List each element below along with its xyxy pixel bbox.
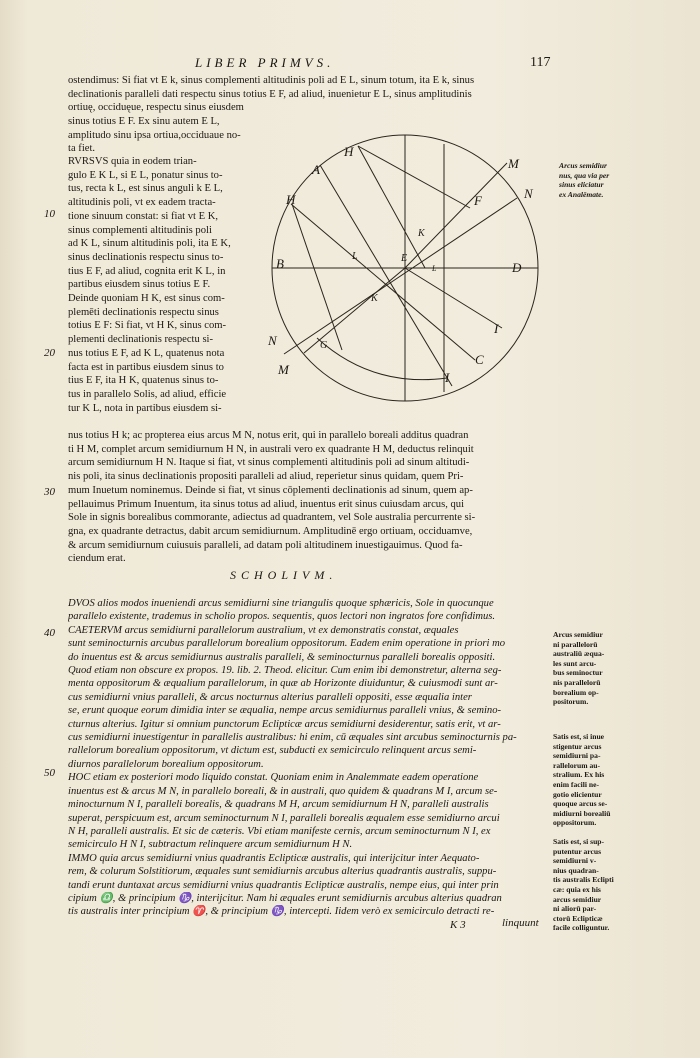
label-L: L <box>352 251 358 262</box>
note-line: cæ: quia ex his <box>553 884 601 894</box>
text-block-main <box>68 429 552 566</box>
note-line: nus, qua via per <box>559 170 610 180</box>
text-line: cus semidiurni inuestigentur in parallelis australibus: hi enim, cū æquales sint arcubus seminocturnis pa- <box>68 732 517 744</box>
text-block-top <box>68 74 548 115</box>
label-M-low: M <box>278 362 289 377</box>
label-M-top: M <box>508 156 519 171</box>
catchword: linquunt <box>502 917 539 929</box>
line-A-I <box>320 165 452 386</box>
note-line: Satis est, si sup- <box>553 837 605 846</box>
text-line: do inuentus est & arcus semidiurnus australis paralleli, & seminocturnus paralleli borealis oppositi. <box>68 651 496 663</box>
text-line: nus totius E F, ad K L, quatenus nota <box>68 347 225 359</box>
text-line: ciendum erat. <box>68 553 126 565</box>
text-line: cturnus alterius. Igitur si omnium punctorum Eclipticæ arcus semidiurni desiderentur, satis erit, vt ar- <box>68 718 501 730</box>
margin-note-top <box>559 161 609 199</box>
text-line: sinus totius E F. Ex sinu autem E L, <box>68 116 220 127</box>
text-line: gna, ex quadrante detractus, dabit arcum semidiurnum. Amplitudinē ergo ortiuam, occiduamve, <box>68 525 473 537</box>
label-A: A <box>312 162 320 177</box>
note-line: ni parallelorū <box>553 639 598 649</box>
text-line: tius E F, ad aliud, cognita erit K L, in <box>68 265 226 277</box>
note-line: borealium op- <box>553 687 599 697</box>
note-line: quoque arcus se- <box>553 799 608 809</box>
line-parallel <box>284 198 517 354</box>
text-line: tis australis inter principium ♈, & principium ♑, intercepti. Iidem verò ex semicirculo detracti re- <box>68 906 495 918</box>
text-column-left-b <box>68 155 258 415</box>
text-line: DVOS alios modos inueniendi arcus semidiurni sine triangulis quoque sphæricis, Sole in quocunque <box>68 598 494 609</box>
note-line: gotio elicientur <box>553 789 602 799</box>
text-line: semicirculo H N I, subtractum relinquere arcum semidiurnum H N. <box>68 839 353 851</box>
line-number-10: 10 <box>44 208 55 220</box>
text-line: cipium ♎, & principium ♑, interijcitur. Nam hi æquales erunt semidiurnis arcubus alterius quadran <box>68 892 502 904</box>
note-line: ex Analēmate. <box>559 189 604 199</box>
text-line: inuentus est & arcus M N, in parallelo boreali, & in australi, quo quidem & quadrans M I, arcum se- <box>68 785 498 797</box>
text-line: amplitudo sinu ipsa ortiua,occiduaue no- <box>68 129 241 141</box>
note-line: les sunt arcu- <box>553 658 597 668</box>
text-line: nis poli, ita sinus declinationis propositi paralleli ad aliud, reperietur sinus quidam, quem Pri- <box>68 471 464 483</box>
label-B: B <box>276 256 284 271</box>
text-line: ta fiet. <box>68 143 96 155</box>
text-line: pellauimus Primum Inuentum, ita sinus totus ad aliud, inuentus erit sinus cuiusdam arcus, qui <box>68 498 465 510</box>
text-line: IMMO quia arcus semidiurni vnius quadrantis Eclipticæ australis, qui interijcitur inter Aequato- <box>68 852 480 864</box>
note-line: ni aliorū par- <box>553 904 597 914</box>
text-line: Deinde quoniam H K, est sinus com- <box>68 293 225 305</box>
text-line: Quod etiam non obscure ex propos. 19. lib. 2. Theod. elicitur. Cum enim ibi demonstretur, alterna seg- <box>68 665 502 677</box>
label-K-upper: K <box>418 228 425 239</box>
text-line: HOC etiam ex posteriori modo liquido constat. Quoniam enim in Analemmate eadem operatione <box>68 772 479 784</box>
label-H-top: H <box>344 144 354 159</box>
note-line: Arcus semidiur <box>553 630 603 639</box>
text-line: nus totius H k; ac propterea eius arcus M N, notus erit, qui in parallelo boreali additus quadran <box>68 430 469 441</box>
label-K-lower: K <box>371 293 378 304</box>
note-line: tis australis Eclipti <box>553 875 614 885</box>
text-line: superat, perspicuum est, arcum seminocturnum N I, paralleli borealis æqualem esse semidiurno arcui <box>68 812 500 824</box>
text-line: RVRSVS quia in eodem trian- <box>68 156 197 167</box>
label-N-low: N <box>268 333 277 348</box>
label-G: G <box>320 340 328 351</box>
label-C: C <box>475 352 484 367</box>
line-E-I <box>405 268 502 328</box>
text-line: facta est in partibus eiusdem sinus to <box>68 361 224 373</box>
running-title: LIBER PRIMVS. <box>195 55 335 70</box>
label-D: D <box>512 260 522 275</box>
note-line: enim facili ne- <box>553 779 599 789</box>
note-line: facile colliguntur. <box>553 923 610 933</box>
text-line: tus, recta k L, est sinus anguli k E L, <box>68 183 223 195</box>
text-line: tius E F, ita H K, quatenus sinus to- <box>68 375 219 387</box>
scholium-title: SCHOLIVM. <box>230 568 338 582</box>
note-line: semidiurni pa- <box>553 751 601 761</box>
note-line: oppositorum. <box>553 818 597 828</box>
text-line: tur K L, nota in partibus eiusdem si- <box>68 402 222 414</box>
text-line: rallelorum borealium oppositorum, vt dictum est, subducti ex semicirculo relinquent arcus semi- <box>68 745 477 757</box>
text-line: totius E F: Si fiat, vt H K, sinus com- <box>68 320 227 332</box>
note-line: midiurni borealiū <box>553 808 611 818</box>
text-line: tione sinuum constat: si fiat vt E K, <box>68 210 219 222</box>
text-line: se, erunt quoque eorum dimidia inter se æqualia, nempe arcus semidiurnus paralleli vnius, & semino- <box>68 705 502 717</box>
note-line: putentur arcus <box>553 846 602 856</box>
text-line: ti H M, complet arcum semidiurnum H N, in australi vero ex quadrante H M, deductus relinquit <box>68 443 474 455</box>
label-H: H <box>286 192 296 207</box>
text-line: arcum semidiurnum H N. Itaque si fiat, vt sinus complementi altitudinis poli ad sinum altitudi- <box>68 457 470 469</box>
note-line: Arcus semidiur <box>559 161 607 170</box>
text-line: plementi declinationis respectu si- <box>68 334 214 346</box>
page-number: 117 <box>530 55 551 70</box>
note-line: stralium. Ex his <box>553 770 605 780</box>
label-I: I <box>494 321 499 336</box>
note-line: nis parallelorū <box>553 677 601 687</box>
note-line: bus seminoctur <box>553 668 603 678</box>
label-E: E <box>401 253 408 264</box>
label-N-top: N <box>524 186 533 201</box>
note-line: sinus eliciatur <box>559 180 604 190</box>
margin-note-2 <box>553 732 610 828</box>
margin-note-1 <box>553 630 604 707</box>
text-line: & arcum semidiurnum cuiusuis paralleli, ad datam poli altitudinem inuestigauimus. Quod fa- <box>68 539 463 551</box>
text-line: ad K L, sinum altitudinis poli, ita E K, <box>68 238 231 250</box>
signature-mark: K 3 <box>450 919 466 931</box>
label-F: F <box>474 193 482 208</box>
note-line: rallelorum au- <box>553 760 601 770</box>
text-line: sinus complementi altitudinis poli <box>68 224 212 236</box>
text-line: ortiuę, occiduęue, respectu sinus eiusdem <box>68 102 244 114</box>
note-line: arcus semidiur <box>553 894 602 904</box>
label-L-small: L <box>432 264 437 273</box>
note-line: Satis est, si inue <box>553 732 605 741</box>
note-line: positorum. <box>553 697 589 707</box>
text-column-left-a <box>68 115 258 156</box>
text-line: cus semidiurni vnius paralleli, & arcus nocturnus alterius paralleli oppositi, esse æqualia inter <box>68 691 472 703</box>
line-number-20: 20 <box>44 347 55 359</box>
text-line: minocturnum N I, paralleli borealis, & quadrans M H, arcum semidiurnum H N, paralleli australis <box>68 799 489 811</box>
text-line: partibus eiusdem sinus totius E F. <box>68 279 211 291</box>
text-line: mum Inuetum nominemus. Deinde si fiat, vt sinus cōplementi declinationis ad sinum, quem ap- <box>68 484 473 496</box>
note-line: stigentur arcus <box>553 741 602 751</box>
text-line: Sole in signis borealibus commorante, adiectus ad quadrantem, vel Sole australia percurrente si- <box>68 512 476 524</box>
text-line: declinationis paralleli dati respectu sinus totius E F, ad aliud, inuenietur E L, sinus amplitudinis <box>68 88 472 100</box>
text-line: altitudinis poli, vt ex eadem tracta- <box>68 197 216 209</box>
text-line: sinus declinationis respectu sinus to- <box>68 251 224 263</box>
line-number-30: 30 <box>44 486 55 498</box>
text-line: sunt seminocturnis arcubus parallelorum borealium oppositorum. Eadem enim operatione in priori mo <box>68 638 506 650</box>
label-I-bottom: I <box>445 370 450 385</box>
text-line: tandi erunt duntaxat arcus semidiurni vnius quadrantis Eclipticæ australis, nempe eius, qui inter prin <box>68 879 499 891</box>
text-line: diurnos parallelorum borealium oppositorum. <box>68 758 264 770</box>
text-line: ostendimus: Si fiat vt E k, sinus complementi altitudinis poli ad E L, sinum totum, ita E k, sinus <box>68 75 475 86</box>
text-line: parallelo existente, trademus in scholio propos. sequentis, quos lectori non ingratos fore confidimus. <box>68 611 496 623</box>
scholium-text <box>68 597 552 919</box>
text-line: CAETERVM arcus semidiurni parallelorum australium, vt ex demonstratis constat, æquales <box>68 624 459 636</box>
text-line: gulo E K L, si E L, ponatur sinus to- <box>68 169 223 181</box>
line-number-40: 40 <box>44 627 55 639</box>
note-line: australiū æqua- <box>553 649 605 659</box>
text-line: rem, & colurum Solstitiorum, æquales sunt semidiurnis arcubus alterius quadrantis australis, suppu- <box>68 866 497 878</box>
line-number-50: 50 <box>44 767 55 779</box>
text-line: plemēti declinationis respectu sinus <box>68 306 219 318</box>
text-line: tus in parallelo Solis, ad aliud, efficie <box>68 388 227 400</box>
note-line: semidiurni v- <box>553 856 597 866</box>
text-line: menta oppositorum & æqualium parallelorum, in quæ ab Horizonte diuiduntur, & cuiusmodi sunt ar- <box>68 678 498 690</box>
margin-note-3 <box>553 837 614 933</box>
note-line: ctorū Eclipticæ <box>553 913 603 923</box>
text-line: N H, paralleli australis. Et sic de cæteris. Vbi etiam manifeste cernis, arcum seminocturnum N I, ex <box>68 825 491 837</box>
note-line: nius quadran- <box>553 865 599 875</box>
analemma-figure <box>262 128 552 418</box>
